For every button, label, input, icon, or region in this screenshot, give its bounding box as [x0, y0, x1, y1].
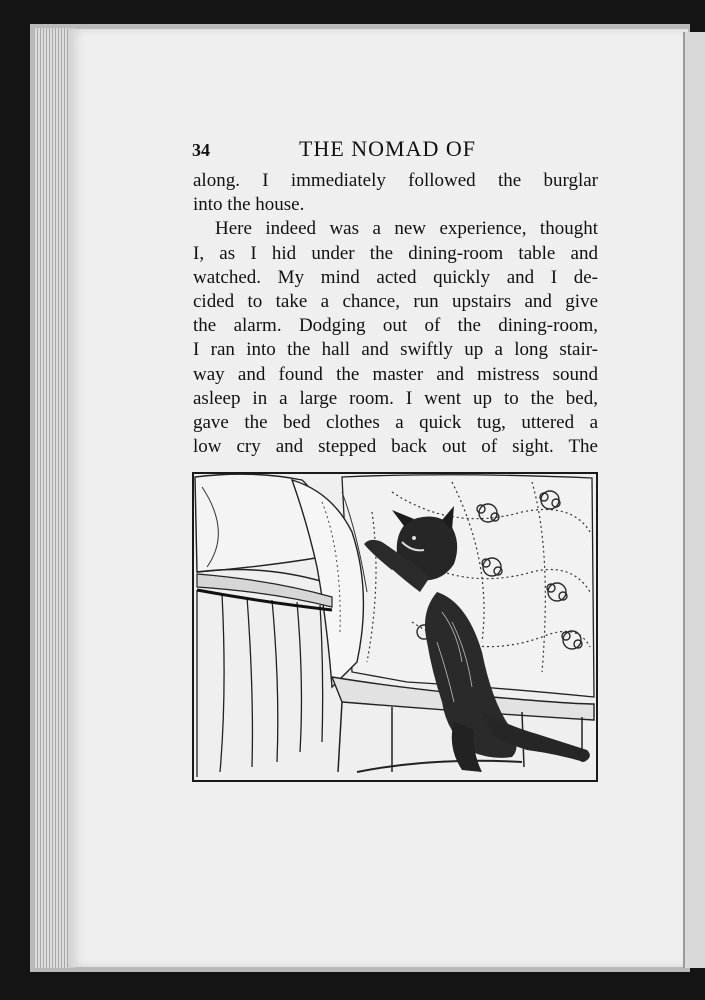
text-line: the alarm. Dodging out of the dining-room,	[193, 315, 598, 337]
text-line: I, as I hid under the dining-room table and	[193, 242, 598, 264]
running-title: THE NOMAD OF	[299, 136, 476, 161]
page-number: 34	[192, 140, 210, 160]
text-line: gave the bed clothes a quick tug, uttered a	[193, 412, 598, 434]
text-line: along. I immediately followed the burglar	[193, 170, 598, 191]
page-header	[192, 136, 596, 166]
text-line: low cry and stepped back out of sight. The	[193, 436, 598, 458]
facing-page-edge	[683, 32, 705, 968]
text-line: way and found the master and mistress sound	[193, 363, 598, 385]
body-text	[193, 169, 598, 459]
text-line: cided to take a chance, run upstairs and give	[193, 291, 598, 313]
text-line: I ran into the hall and swiftly up a long stair-	[193, 339, 598, 361]
text-line: into the house.	[193, 194, 305, 216]
text-line: watched. My mind acted quickly and I de-	[193, 266, 598, 288]
illustration-drawing	[192, 472, 598, 782]
text-line: Here indeed was a new experience, thought	[215, 218, 598, 240]
cat-illustration	[192, 472, 598, 782]
text-line: asleep in a large room. I went up to the bed,	[193, 387, 598, 409]
